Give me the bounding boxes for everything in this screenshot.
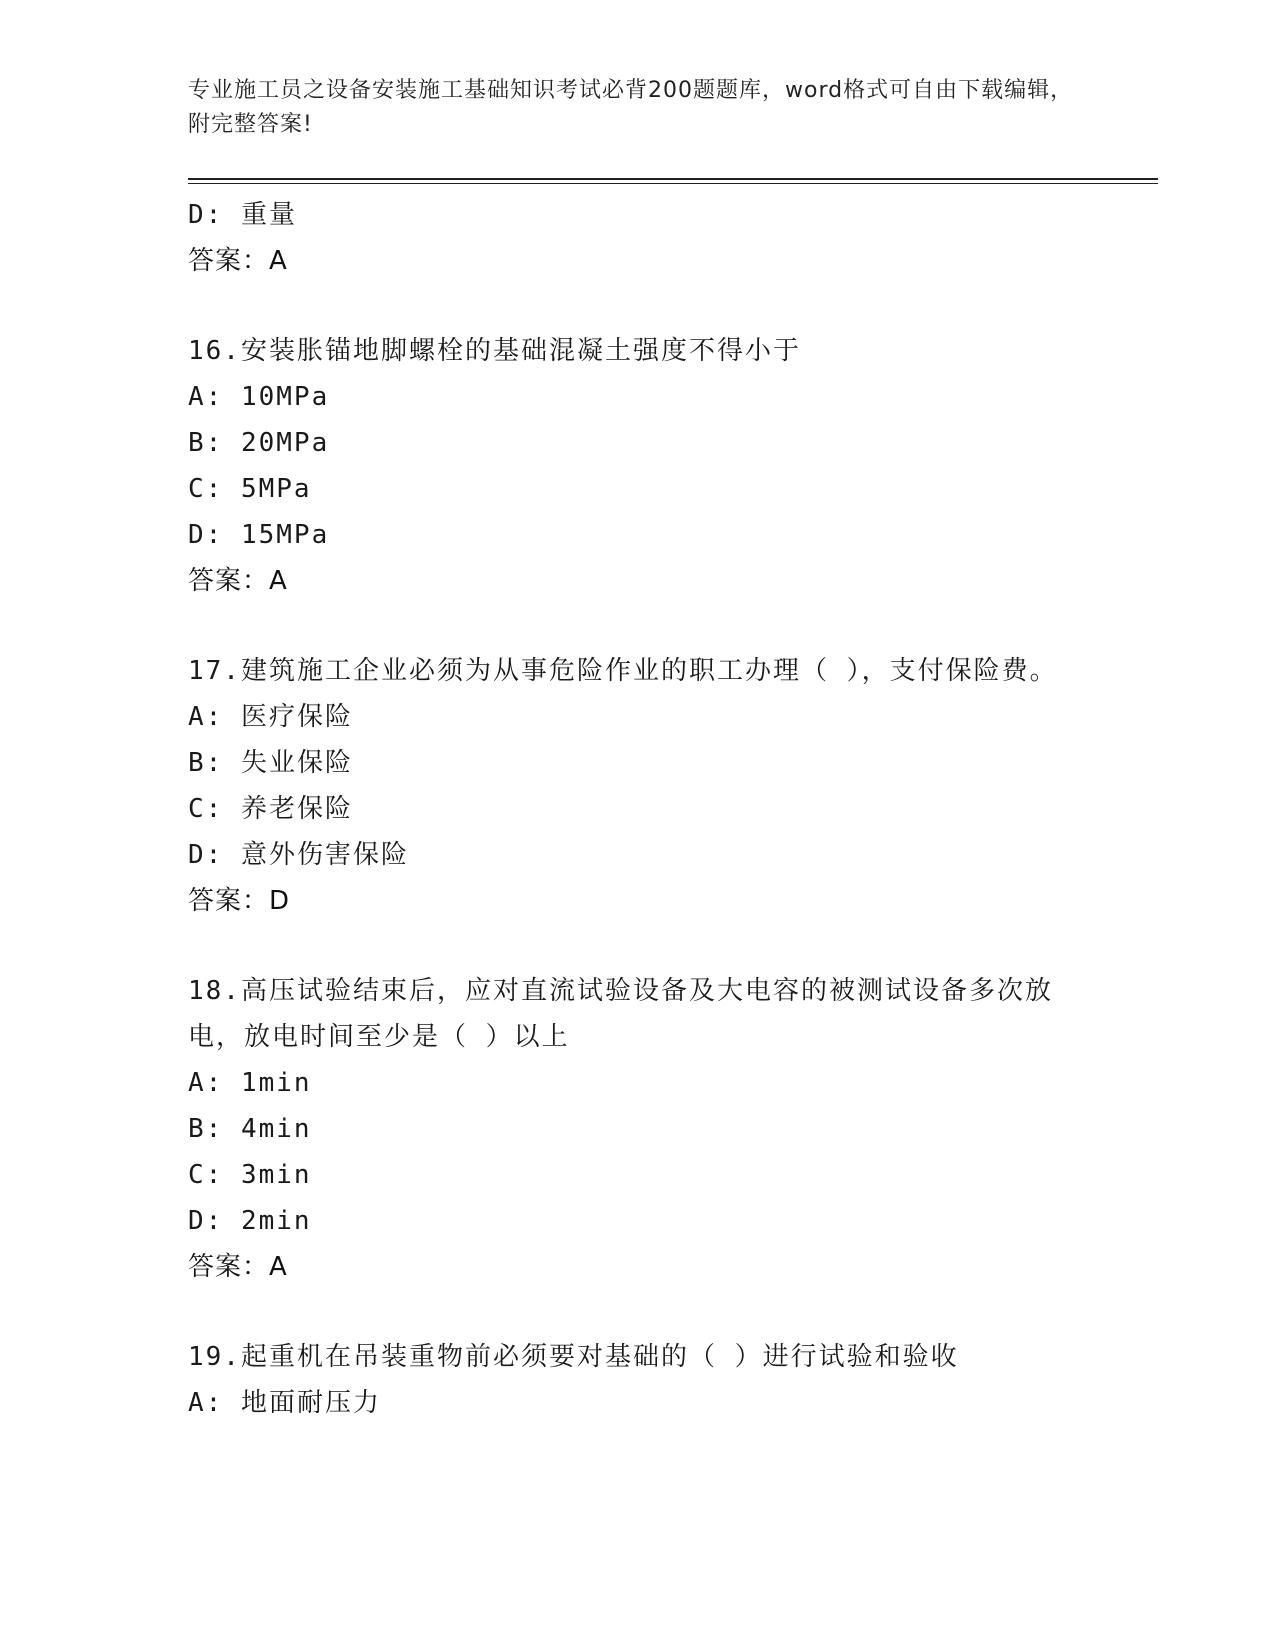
spacer — [188, 604, 1088, 648]
question-17-answer: 答案：D — [188, 886, 291, 916]
option-d-carryover: D: 重量 — [188, 200, 297, 230]
header-divider-thin — [188, 183, 1158, 184]
question-17-option-d: D: 意外伤害保险 — [188, 840, 409, 870]
question-18-option-d: D: 2min — [188, 1206, 312, 1236]
document-header: 专业施工员之设备安装施工基础知识考试必背200题题库，word格式可自由下载编辑，附完整答案! — [188, 78, 1074, 137]
question-16-stem: 16.安装胀锚地脚螺栓的基础混凝土强度不得小于 — [188, 336, 801, 366]
spacer — [188, 924, 1088, 968]
header-divider-thick — [188, 178, 1158, 180]
answer-carryover: 答案：A — [188, 246, 288, 276]
question-17-option-b: B: 失业保险 — [188, 748, 353, 778]
question-18-answer: 答案：A — [188, 1252, 288, 1282]
question-18-option-b: B: 4min — [188, 1114, 312, 1144]
question-16-option-a: A: 10MPa — [188, 382, 330, 412]
question-17-option-a: A: 医疗保险 — [188, 702, 353, 732]
question-19-option-a: A: 地面耐压力 — [188, 1388, 381, 1418]
spacer — [188, 284, 1088, 328]
question-16-option-b: B: 20MPa — [188, 428, 330, 458]
question-18-option-a: A: 1min — [188, 1068, 312, 1098]
question-16-answer: 答案：A — [188, 566, 288, 596]
spacer — [188, 1290, 1088, 1334]
question-16-option-c: C: 5MPa — [188, 474, 312, 504]
question-18-stem: 18.高压试验结束后，应对直流试验设备及大电容的被测试设备多次放电，放电时间至少是（ ）以上 — [188, 976, 1053, 1052]
question-17-stem: 17.建筑施工企业必须为从事危险作业的职工办理（ ），支付保险费。 — [188, 656, 1058, 686]
question-content — [188, 192, 1088, 1426]
question-19-stem: 19.起重机在吊装重物前必须要对基础的（ ）进行试验和验收 — [188, 1342, 959, 1372]
question-17-option-c: C: 养老保险 — [188, 794, 353, 824]
question-18-option-c: C: 3min — [188, 1160, 312, 1190]
question-16-option-d: D: 15MPa — [188, 520, 330, 550]
